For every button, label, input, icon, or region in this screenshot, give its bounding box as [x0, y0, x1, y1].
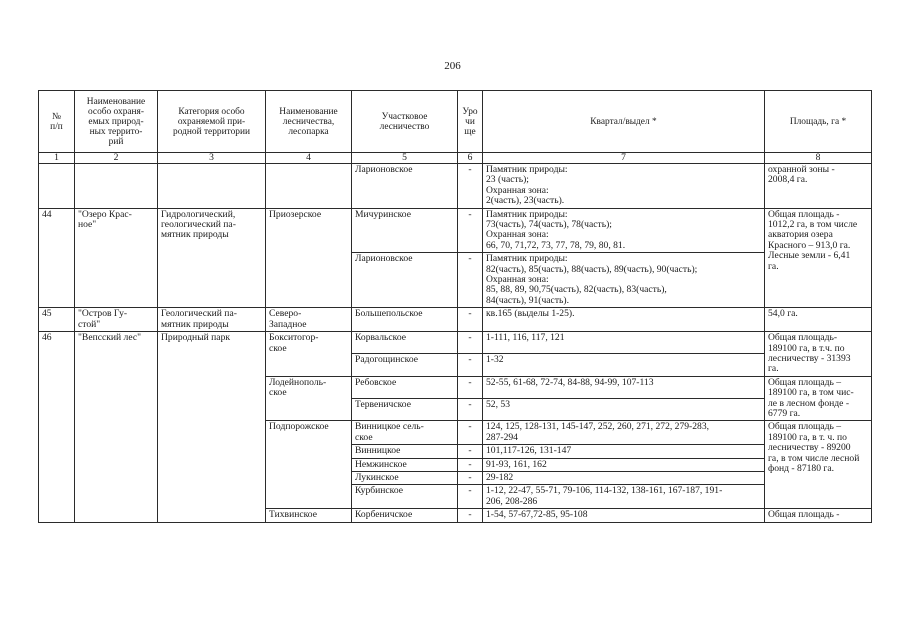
- cell-area: 54,0 га.: [765, 308, 872, 332]
- header-district: Участковое лесничество: [352, 91, 458, 153]
- cell-district: Ларионовское: [352, 253, 458, 308]
- cell-tract: -: [458, 376, 483, 398]
- cell-forestry: Приозерское: [266, 208, 352, 308]
- cell-tract: -: [458, 332, 483, 354]
- cell-num: 46: [39, 332, 75, 523]
- cell-district: Курбинское: [352, 485, 458, 509]
- cell-district: Немжинское: [352, 458, 458, 471]
- cell-quarter: 91-93, 161, 162: [483, 458, 765, 471]
- cell-district: Мичуринское: [352, 208, 458, 253]
- cell-district: Винницкое: [352, 445, 458, 458]
- header-row: [39, 91, 872, 153]
- cell-district: Ларионовское: [352, 164, 458, 209]
- cell-tract: -: [458, 509, 483, 522]
- cell-area: охранной зоны - 2008,4 га.: [765, 164, 872, 209]
- cell-category: Гидрологический, геологический па- мятник природы: [158, 208, 266, 308]
- cell-district: Винницкое сель- ское: [352, 421, 458, 445]
- col-number: 7: [483, 153, 765, 164]
- cell-quarter: 52, 53: [483, 399, 765, 421]
- cell-empty: [39, 164, 75, 209]
- header-quarter: Квартал/выдел *: [483, 91, 765, 153]
- cell-tract: -: [458, 485, 483, 509]
- cell-district: Лукинское: [352, 471, 458, 484]
- header-forestry: Наименование лесничества, лесопарка: [266, 91, 352, 153]
- cell-quarter: 29-182: [483, 471, 765, 484]
- cell-tract: -: [458, 354, 483, 376]
- cell-district: Корвальское: [352, 332, 458, 354]
- cell-tract: -: [458, 399, 483, 421]
- col-number: 4: [266, 153, 352, 164]
- cell-tract: -: [458, 421, 483, 445]
- cell-quarter: 1-111, 116, 117, 121: [483, 332, 765, 354]
- header-num: № п/п: [39, 91, 75, 153]
- cell-num: 44: [39, 208, 75, 308]
- header-category: Категория особо охраняемой при- родной территории: [158, 91, 266, 153]
- cell-tract: -: [458, 164, 483, 209]
- col-number: 6: [458, 153, 483, 164]
- cell-area: Общая площадь – 189100 га, в том чис- ле в лесном фонде - 6779 га.: [765, 376, 872, 421]
- cell-quarter: 101,117-126, 131-147: [483, 445, 765, 458]
- header-area: Площадь, га *: [765, 91, 872, 153]
- cell-district: Корбеничское: [352, 509, 458, 522]
- cell-district: Тервеничское: [352, 399, 458, 421]
- table-row: [39, 208, 872, 253]
- cell-tract: -: [458, 253, 483, 308]
- cell-tract: -: [458, 308, 483, 332]
- col-number: 2: [75, 153, 158, 164]
- cell-quarter: 1-54, 57-67,72-85, 95-108: [483, 509, 765, 522]
- cell-quarter: Памятник природы: 73(часть), 74(часть), 78(часть); Охранная зона: 66, 70, 71,72, 73, 77, 78, 79, 80, 81.: [483, 208, 765, 253]
- table-row: [39, 164, 872, 209]
- cell-forestry: Лодейнополь- ское: [266, 376, 352, 421]
- cell-forestry: Подпорожское: [266, 421, 352, 509]
- cell-forestry: Тихвинское: [266, 509, 352, 522]
- cell-category: Природный парк: [158, 332, 266, 523]
- cell-district: Большепольское: [352, 308, 458, 332]
- cell-area: Общая площадь - 1012,2 га, в том числе акватория озера Красного – 913,0 га. Лесные земли - 6,41 га.: [765, 208, 872, 308]
- cell-tract: -: [458, 458, 483, 471]
- col-number: 3: [158, 153, 266, 164]
- forest-areas-table: [38, 90, 872, 523]
- cell-area: Общая площадь – 189100 га, в т. ч. по лесничеству - 89200 га, в том числе лесной фонд - 87180 га.: [765, 421, 872, 509]
- cell-area: Общая площадь -: [765, 509, 872, 522]
- cell-quarter: кв.165 (выделы 1-25).: [483, 308, 765, 332]
- cell-name: "Остров Гу- стой": [75, 308, 158, 332]
- header-name: Наименование особо охраня- емых природ- ных террито- рий: [75, 91, 158, 153]
- cell-quarter: Памятник природы: 82(часть), 85(часть), 88(часть), 89(часть), 90(часть); Охранная зона: 85, 88, 89, 90,75(часть), 82(часть), 83(часть), 84(часть), 91(часть).: [483, 253, 765, 308]
- cell-district: Радогощинское: [352, 354, 458, 376]
- cell-forestry: Северо- Западное: [266, 308, 352, 332]
- cell-district: Ребовское: [352, 376, 458, 398]
- cell-quarter: 1-12, 22-47, 55-71, 79-106, 114-132, 138-161, 167-187, 191- 206, 208-286: [483, 485, 765, 509]
- col-number: 5: [352, 153, 458, 164]
- cell-category: Геологический па- мятник природы: [158, 308, 266, 332]
- cell-quarter: 1-32: [483, 354, 765, 376]
- cell-forestry: Бокситогор- ское: [266, 332, 352, 377]
- cell-empty: [158, 164, 266, 209]
- cell-tract: -: [458, 208, 483, 253]
- cell-tract: -: [458, 471, 483, 484]
- cell-tract: -: [458, 445, 483, 458]
- table-row: [39, 308, 872, 332]
- cell-num: 45: [39, 308, 75, 332]
- cell-name: "Вепсский лес": [75, 332, 158, 523]
- cell-empty: [75, 164, 158, 209]
- cell-quarter: 52-55, 61-68, 72-74, 84-88, 94-99, 107-113: [483, 376, 765, 398]
- table-row: [39, 332, 872, 354]
- cell-empty: [266, 164, 352, 209]
- header-tract: Уро чи ще: [458, 91, 483, 153]
- page-number: 206: [444, 60, 461, 72]
- cell-quarter: 124, 125, 128-131, 145-147, 252, 260, 271, 272, 279-283, 287-294: [483, 421, 765, 445]
- cell-name: "Озеро Крас- ное": [75, 208, 158, 308]
- col-number: 1: [39, 153, 75, 164]
- cell-area: Общая площадь- 189100 га, в т.ч. по лесничеству - 31393 га.: [765, 332, 872, 377]
- column-number-row: [39, 153, 872, 164]
- col-number: 8: [765, 153, 872, 164]
- cell-quarter: Памятник природы: 23 (часть); Охранная зона: 2(часть), 23(часть).: [483, 164, 765, 209]
